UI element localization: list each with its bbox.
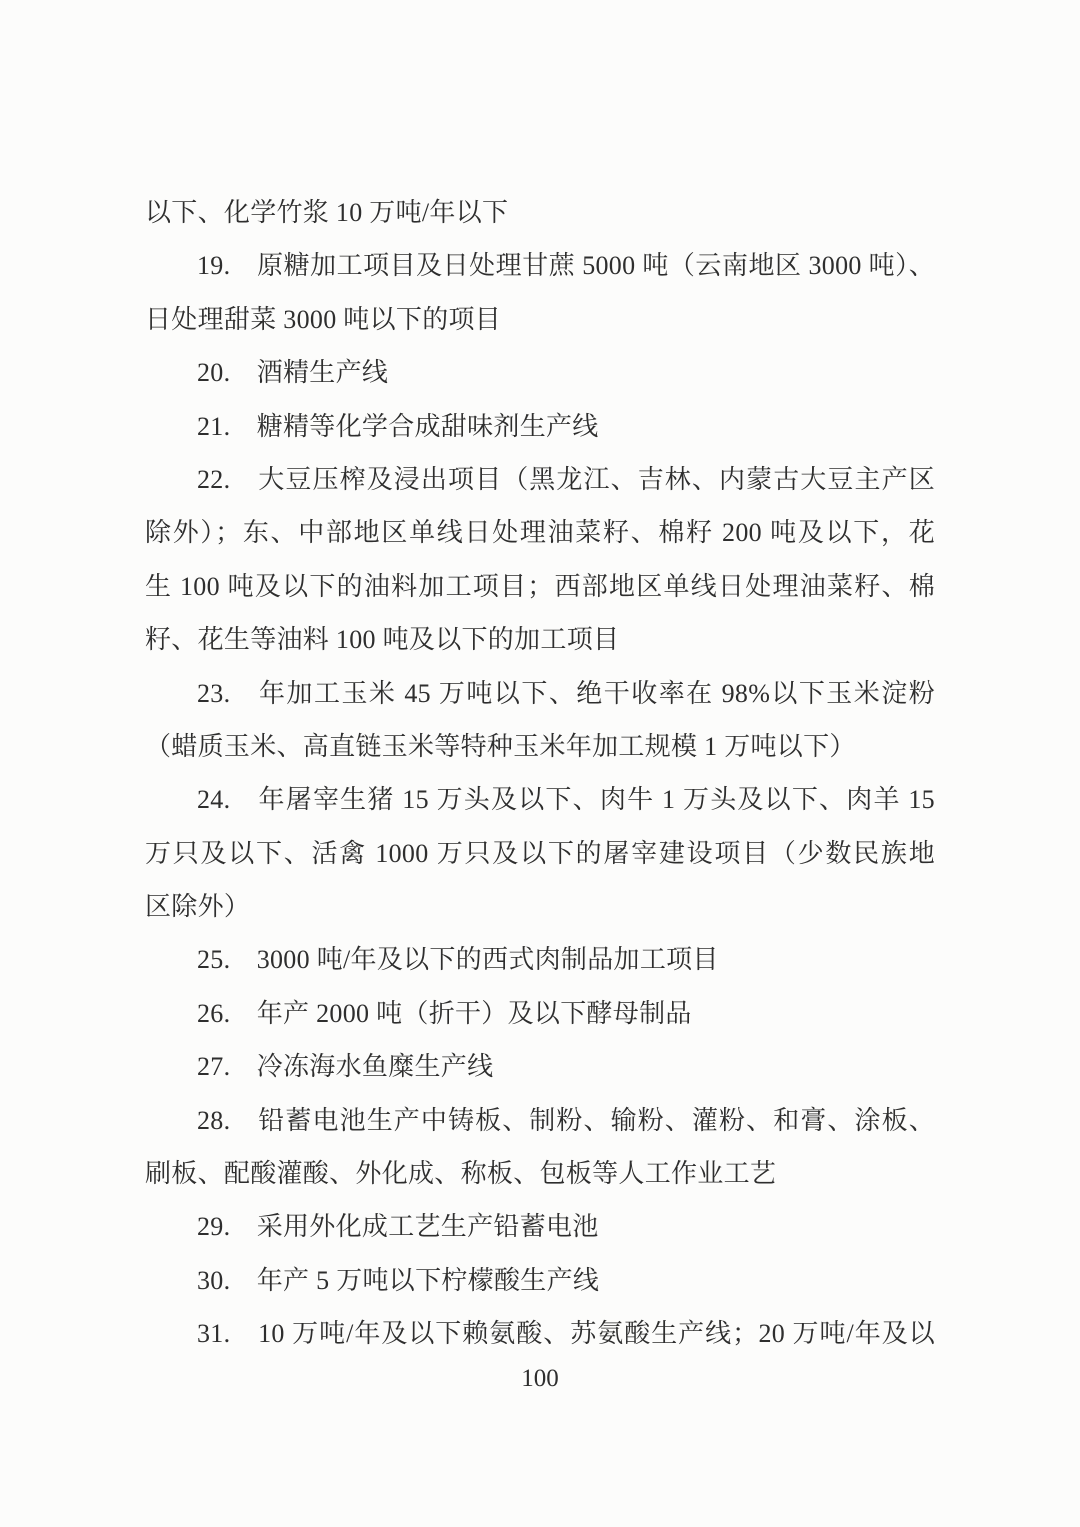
text-line: 24. 年屠宰生猪 15 万头及以下、肉牛 1 万头及以下、肉羊 15 — [197, 785, 935, 815]
text-line: 万只及以下、活禽 1000 万只及以下的屠宰建设项目（少数民族地 — [145, 838, 935, 868]
text-line: 27. 冷冻海水鱼糜生产线 — [197, 1052, 494, 1082]
text-line: （蜡质玉米、高直链玉米等特种玉米年加工规模 1 万吨以下） — [145, 731, 856, 761]
page-number: 100 — [521, 1365, 559, 1392]
text-line: 25. 3000 吨/年及以下的西式肉制品加工项目 — [197, 945, 719, 975]
text-line: 籽、花生等油料 100 吨及以下的加工项目 — [145, 625, 620, 655]
text-line: 刷板、配酸灌酸、外化成、称板、包板等人工作业工艺 — [145, 1159, 777, 1189]
text-line: 日处理甜菜 3000 吨以下的项目 — [145, 304, 502, 334]
text-line: 除外）；东、中部地区单线日处理油菜籽、棉籽 200 吨及以下，花 — [145, 518, 935, 548]
text-line: 31. 10 万吨/年及以下赖氨酸、苏氨酸生产线；20 万吨/年及以 — [197, 1319, 935, 1349]
text-line: 20. 酒精生产线 — [197, 358, 389, 388]
text-line: 以下、化学竹浆 10 万吨/年以下 — [145, 198, 509, 227]
text-line: 21. 糖精等化学合成甜味剂生产线 — [197, 411, 599, 441]
text-line: 生 100 吨及以下的油料加工项目；西部地区单线日处理油菜籽、棉 — [145, 571, 935, 601]
text-line: 30. 年产 5 万吨以下柠檬酸生产线 — [197, 1265, 600, 1295]
text-line: 28. 铅蓄电池生产中铸板、制粉、输粉、灌粉、和膏、涂板、 — [197, 1105, 935, 1135]
text-line: 19. 原糖加工项目及日处理甘蔗 5000 吨（云南地区 3000 吨）、 — [197, 251, 935, 281]
text-line: 23. 年加工玉米 45 万吨以下、绝干收率在 98%以下玉米淀粉 — [197, 678, 935, 708]
document-body — [145, 186, 935, 1361]
text-line: 22. 大豆压榨及浸出项目（黑龙江、吉林、内蒙古大豆主产区 — [197, 464, 935, 494]
text-line: 29. 采用外化成工艺生产铅蓄电池 — [197, 1212, 599, 1242]
text-line: 26. 年产 2000 吨（折干）及以下酵母制品 — [197, 998, 692, 1028]
text-line: 区除外） — [145, 892, 251, 922]
